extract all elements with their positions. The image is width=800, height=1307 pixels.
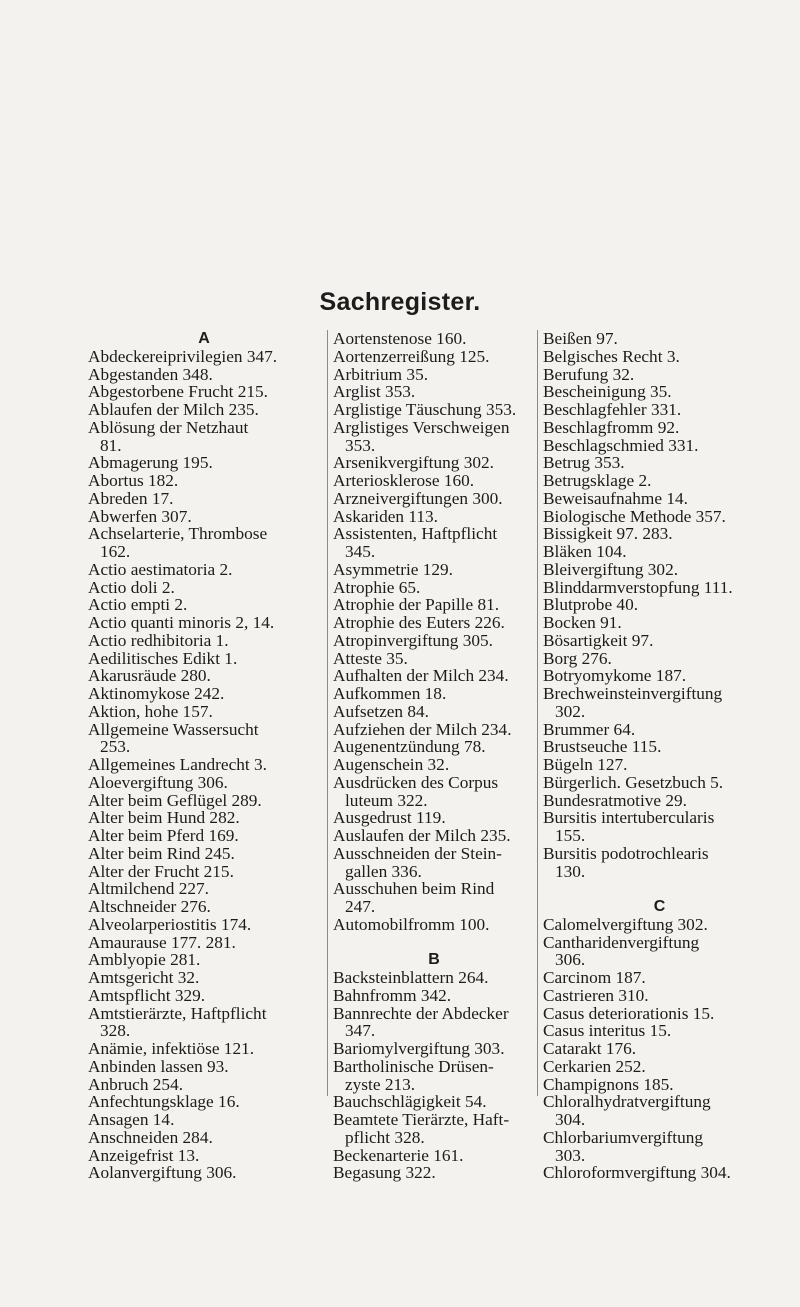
index-entry: Alter beim Geflügel 289. [88, 790, 262, 810]
index-entry: Arbitrium 35. [333, 364, 429, 384]
index-entry-continuation: zyste 213. [345, 1074, 416, 1094]
index-entry: Abgestanden 348. [88, 364, 213, 384]
index-entry: Anbruch 254. [88, 1074, 184, 1094]
index-entry: Amtstierärzte, Haftpflicht [88, 1003, 267, 1023]
index-entry: Akarusräude 280. [88, 666, 211, 686]
index-entry: Arglist 353. [333, 382, 416, 402]
index-entry: Arzneivergiftungen 300. [333, 488, 503, 508]
index-entry: Cerkarien 252. [543, 1056, 646, 1076]
index-entry: Chloroformvergiftung 304. [543, 1163, 731, 1183]
index-entry: Bartholinische Drüsen- [333, 1056, 494, 1076]
index-entry: Anzeigefrist 13. [88, 1145, 200, 1165]
index-entry: Catarakt 176. [543, 1039, 637, 1058]
section-letter: A [198, 330, 210, 347]
index-entry: Asymmetrie 129. [333, 559, 453, 579]
index-entry-continuation: 345. [345, 542, 376, 561]
index-entry: Anämie, infektiöse 121. [88, 1039, 255, 1058]
index-entry: Abortus 182. [88, 471, 179, 490]
index-entry-continuation: 353. [345, 435, 376, 455]
index-entry: Assistenten, Haftpflicht [333, 524, 498, 544]
index-entry: Allgemeines Landrecht 3. [88, 755, 267, 774]
index-entry: Automobilfromm 100. [333, 914, 490, 934]
index-entry: Aktion, hohe 157. [88, 701, 213, 721]
index-entry-continuation: 347. [345, 1021, 376, 1041]
index-entry: Betrugsklage 2. [543, 471, 652, 490]
index-entry: Allgemeine Wassersucht [88, 719, 259, 739]
index-entry-continuation: 304. [555, 1110, 586, 1129]
index-entry: Cantharidenvergiftung [543, 932, 700, 952]
index-entry-continuation: gallen 336. [345, 861, 422, 881]
index-entry: Bursitis podotrochlearis [543, 843, 709, 863]
index-entry: Augenschein 32. [333, 755, 450, 774]
index-entry: Abmagerung 195. [88, 453, 213, 473]
index-entry: Beschlagfromm 92. [543, 417, 680, 437]
index-entry: Arglistiges Verschweigen [333, 417, 510, 437]
index-entry-continuation: 247. [345, 897, 376, 916]
index-entry: Betrug 353. [543, 453, 625, 473]
index-entry: Arteriosklerose 160. [333, 471, 475, 490]
index-entry: Champignons 185. [543, 1074, 674, 1094]
index-entry: Atrophie der Papille 81. [333, 595, 500, 615]
index-entry: Casus deteriorationis 15. [543, 1003, 715, 1023]
index-entry: Abwerfen 307. [88, 506, 192, 526]
index-entry: Alter der Frucht 215. [88, 861, 234, 881]
index-entry: Arglistige Täuschung 353. [333, 400, 517, 419]
index-entry: Beißen 97. [543, 329, 618, 348]
index-entry: Belgisches Recht 3. [543, 346, 680, 366]
index-entry: Anschneiden 284. [88, 1127, 213, 1147]
index-entry: Augenentzündung 78. [333, 737, 486, 757]
index-entry: Anfechtungsklage 16. [88, 1092, 240, 1112]
index-entry: Amtspflicht 329. [88, 985, 206, 1005]
section-letter: C [653, 898, 666, 915]
index-column-3 [543, 330, 776, 1182]
index-entry: Aufhalten der Milch 234. [333, 666, 509, 686]
index-entry: Actio aestimatoria 2. [88, 559, 233, 579]
index-entry: Ablösung der Netzhaut [88, 417, 249, 437]
index-entry-continuation: luteum 322. [345, 790, 428, 810]
index-entry: Castrieren 310. [543, 985, 649, 1005]
index-entry: Brechweinsteinvergiftung [543, 684, 723, 703]
index-entry: Bannrechte der Abdecker [333, 1003, 509, 1023]
index-entry: Beschlagfehler 331. [543, 400, 682, 419]
index-column-2 [333, 330, 535, 1182]
index-entry-continuation: 81. [100, 435, 122, 455]
index-entry: Beschlagschmied 331. [543, 435, 699, 455]
index-entry-continuation: 162. [100, 542, 131, 561]
index-entry: Bleivergiftung 302. [543, 559, 679, 579]
index-entry: Bescheinigung 35. [543, 382, 672, 402]
index-column-1 [88, 330, 320, 1182]
index-entry: Abreden 17. [88, 488, 174, 508]
index-entry: Blutprobe 40. [543, 595, 639, 615]
index-entry-continuation: 253. [100, 737, 131, 757]
index-entry: Aloevergiftung 306. [88, 772, 228, 792]
index-entry: Atteste 35. [333, 648, 408, 668]
index-entry: Bursitis intertubercularis [543, 808, 715, 828]
index-entry: Anbinden lassen 93. [88, 1056, 229, 1076]
index-entry: Backsteinblattern 264. [333, 968, 489, 987]
index-entry: Achselarterie, Thrombose [88, 524, 268, 544]
index-entry: Blinddarmverstopfung 111. [543, 577, 733, 597]
index-entry: Aortenstenose 160. [333, 329, 467, 348]
column-divider-2 [537, 330, 538, 1096]
index-entry: Ablaufen der Milch 235. [88, 400, 259, 419]
index-entry: Brustseuche 115. [543, 737, 662, 757]
index-entry: Atrophie 65. [333, 577, 421, 597]
index-entry: Ausschneiden der Stein- [333, 843, 502, 863]
index-entry: Aufsetzen 84. [333, 701, 429, 721]
index-entry: Auslaufen der Milch 235. [333, 826, 511, 845]
page-title: Sachregister. [319, 288, 481, 316]
index-entry: Beckenarterie 161. [333, 1145, 464, 1165]
index-entry: Begasung 322. [333, 1163, 436, 1183]
index-entry: Alter beim Rind 245. [88, 843, 235, 863]
section-letter: B [428, 951, 440, 969]
index-entry: Altmilchend 227. [88, 879, 209, 899]
index-entry: Amtsgericht 32. [88, 968, 200, 987]
index-entry: Aolanvergiftung 306. [88, 1163, 237, 1183]
index-entry-continuation: 155. [555, 826, 586, 845]
index-entry: Actio quanti minoris 2, 14. [88, 613, 275, 632]
index-entry: Aufkommen 18. [333, 684, 447, 703]
index-entry: Amblyopie 281. [88, 950, 201, 970]
index-entry: Arsenikvergiftung 302. [333, 453, 494, 473]
index-entry: Bahnfromm 342. [333, 985, 452, 1005]
section-gap [333, 934, 535, 952]
index-entry: Ansagen 14. [88, 1110, 175, 1129]
index-entry-continuation: 306. [555, 950, 586, 970]
index-entry-continuation: pflicht 328. [345, 1127, 425, 1147]
index-entry: Carcinom 187. [543, 968, 646, 987]
index-entry: Askariden 113. [333, 506, 438, 526]
index-entry: Borg 276. [543, 648, 612, 668]
section-gap [543, 880, 776, 898]
index-entry-continuation: 302. [555, 701, 586, 721]
index-entry: Bügeln 127. [543, 755, 628, 774]
index-entry: Chloralhydratvergiftung [543, 1092, 711, 1112]
index-entry: Actio empti 2. [88, 595, 188, 615]
index-entry: Bösartigkeit 97. [543, 630, 654, 650]
index-entry: Bocken 91. [543, 613, 622, 632]
index-entry: Aedilitisches Edikt 1. [88, 648, 238, 668]
index-entry: Abgestorbene Frucht 215. [88, 382, 268, 402]
index-entry-continuation: 328. [100, 1021, 131, 1041]
index-entry: Actio redhibitoria 1. [88, 630, 229, 650]
index-entry: Ausschuhen beim Rind [333, 879, 495, 899]
index-entry: Actio doli 2. [88, 577, 175, 597]
index-entry: Abdeckereiprivilegien 347. [88, 346, 278, 366]
index-entry: Berufung 32. [543, 364, 635, 384]
index-entry: Calomelvergiftung 302. [543, 914, 708, 934]
index-entry: Botryomykome 187. [543, 666, 687, 686]
index-entry-continuation: 130. [555, 861, 586, 881]
index-entry: Ausgedrust 119. [333, 808, 446, 828]
index-entry: Bläken 104. [543, 542, 627, 561]
column-divider-1 [327, 330, 328, 1096]
index-entry: Bissigkeit 97. 283. [543, 524, 673, 544]
index-entry: Aktinomykose 242. [88, 684, 225, 703]
index-entry: Atropinvergiftung 305. [333, 630, 493, 650]
index-entry: Bundesratmotive 29. [543, 790, 687, 810]
index-entry: Beweisaufnahme 14. [543, 488, 688, 508]
index-entry: Chlorbariumvergiftung [543, 1127, 703, 1147]
index-entry: Atrophie des Euters 226. [333, 613, 505, 632]
index-entry: Ausdrücken des Corpus [333, 772, 499, 792]
index-entry: Bariomylvergiftung 303. [333, 1039, 505, 1058]
index-entry: Alveolarperiostitis 174. [88, 914, 252, 934]
index-entry: Alter beim Pferd 169. [88, 826, 239, 845]
index-entry: Aortenzerreißung 125. [333, 346, 490, 366]
index-entry: Casus interitus 15. [543, 1021, 672, 1041]
index-entry: Biologische Methode 357. [543, 506, 726, 526]
index-entry: Alter beim Hund 282. [88, 808, 240, 828]
index-entry: Amaurause 177. 281. [88, 932, 236, 952]
index-entry-continuation: 303. [555, 1145, 586, 1165]
index-entry: Bürgerlich. Gesetzbuch 5. [543, 772, 724, 792]
index-entry: Bauchschlägigkeit 54. [333, 1092, 487, 1112]
index-entry: Altschneider 276. [88, 897, 211, 916]
index-entry: Beamtete Tierärzte, Haft- [333, 1110, 510, 1129]
index-entry: Brummer 64. [543, 719, 636, 739]
index-entry: Aufziehen der Milch 234. [333, 719, 512, 739]
